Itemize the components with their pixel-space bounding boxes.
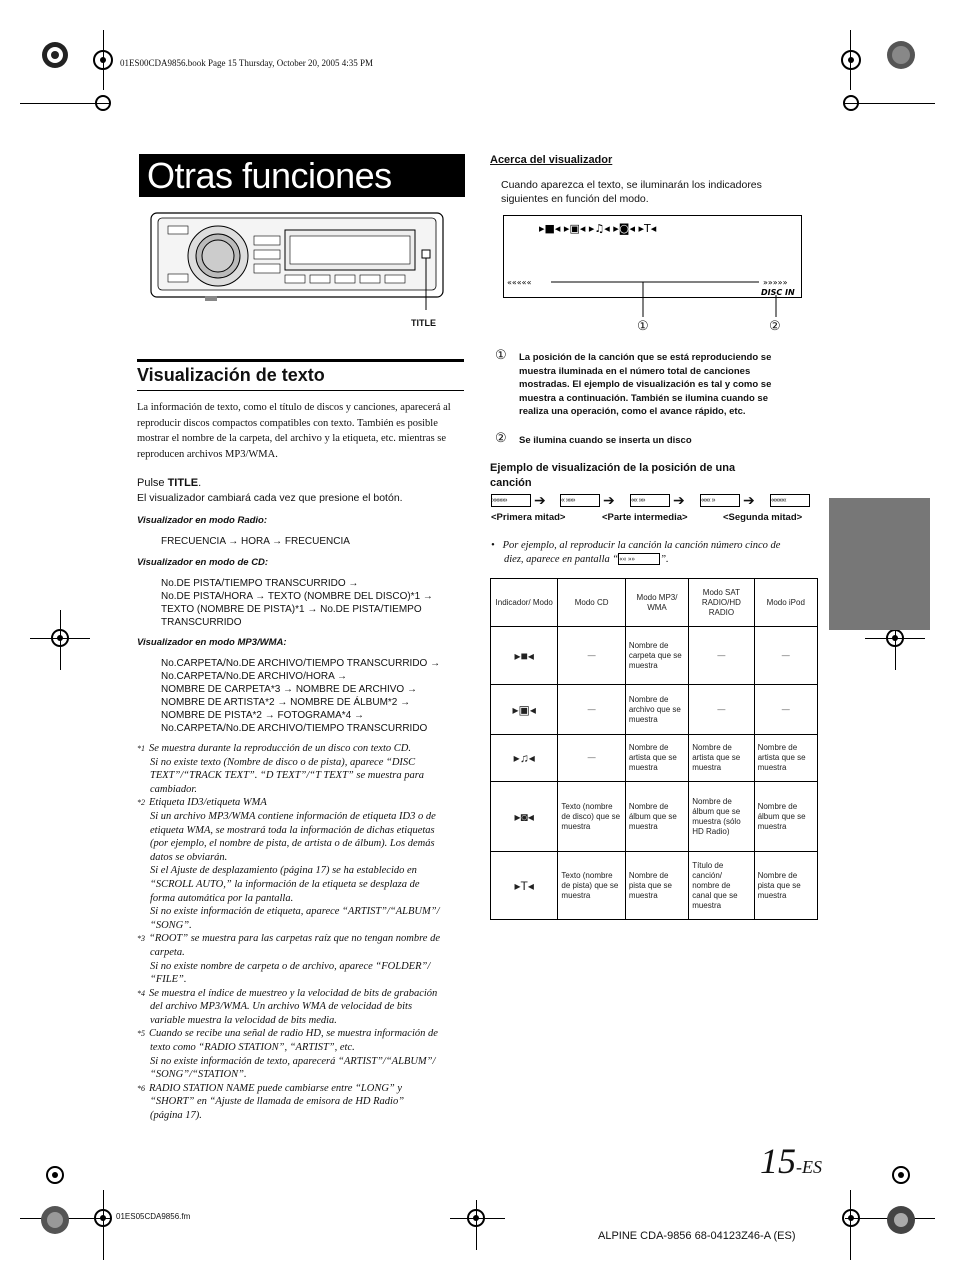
section-rule xyxy=(137,359,464,362)
table-header-cell: Modo MP3/ WMA xyxy=(625,579,688,627)
registration-crosshair-icon xyxy=(461,1203,491,1233)
mp3-mode-label: Visualizador en modo MP3/WMA: xyxy=(137,637,287,648)
radio-mode-sequence: FRECUENCIA → HORA → FRECUENCIA xyxy=(161,536,350,547)
section-rule-thin xyxy=(137,390,464,391)
registration-crosshair-icon xyxy=(886,1160,916,1190)
position-segment-4: ««« » xyxy=(700,494,740,507)
file-indicator-icon: ▸▣◂ xyxy=(491,685,558,735)
first-half-label: <Primera mitad> xyxy=(491,512,566,523)
registration-crosshair-icon xyxy=(836,88,866,118)
cd-mode-sequence xyxy=(161,577,433,629)
footer-model: ALPINE CDA-9856 68-04123Z46-A (ES) xyxy=(598,1230,796,1242)
mp3-mode-sequence xyxy=(161,657,440,735)
position-segment-2: « »»» xyxy=(560,494,600,507)
cd-seq-line: No.DE PISTA/TIEMPO TRANSCURRIDO → xyxy=(161,578,359,589)
registration-crosshair-icon xyxy=(40,1160,70,1190)
note-1: La posición de la canción que se está reproduciendo se muestra iluminada en el número total de canciones mostradas. El ejemplo de visualización es tal y como se muestra a continuación. También se ilumina cuando se realiza una operación, como el avance rápido, etc. xyxy=(519,352,772,418)
mp3-seq-line: No.CARPETA/No.DE ARCHIVO/TIEMPO TRANSCURRIDO → xyxy=(161,658,441,669)
title-button-label: TITLE xyxy=(411,318,436,328)
middle-label: <Parte intermedia> xyxy=(602,512,688,523)
registration-crosshair-icon xyxy=(836,45,866,75)
table-row: ▸◙◂ Texto (nombre de disco) que se muestra Nombre de álbum que se muestra Nombre de álbum que se muestra (sólo HD Radio) Nombre de álbum que se muestra xyxy=(491,782,818,852)
head-unit-illustration xyxy=(150,212,445,310)
registration-crosshair-icon xyxy=(836,1203,866,1233)
table-header-cell: Modo iPod xyxy=(754,579,817,627)
cd-seq-line: TRANSCURRIDO xyxy=(161,617,242,628)
cd-seq-line: No.DE PISTA/HORA → TEXTO (NOMBRE DEL DISCO)*1 → xyxy=(161,591,433,602)
note-2-mark: ② xyxy=(495,430,507,445)
svg-text:DISC IN: DISC IN xyxy=(761,288,795,297)
table-row: ▸■◂ — Nombre de carpeta que se muestra — — xyxy=(491,627,818,685)
footnote-4: *4 Se muestra el índice de muestreo y la velocidad de bits de grabación del archivo MP3/WMA. Un archivo WMA de velocidad de bits variable muestra la velocidad de bits media. xyxy=(137,987,438,1026)
position-segment-1: »»»»» xyxy=(491,494,531,507)
display-illustration xyxy=(503,215,803,335)
intro-paragraph: La información de texto, como el título de discos y canciones, aparecerá al reproducir discos compactos compatibles con texto. También es posible mostrar el nombre de la carpeta, del archivo y la etiqueta, etc. mientras se reproducen archivos MP3/WMA. xyxy=(137,402,451,460)
table-row: ▸▣◂ — Nombre de archivo que se muestra — — xyxy=(491,685,818,735)
registration-target-icon xyxy=(886,40,916,70)
footnote-6: *6 RADIO STATION NAME puede cambiarse entre “LONG” y “SHORT” en “Ajuste de llamada de emisora de HD Radio” (página 17). xyxy=(137,1082,405,1122)
page-number: 15-ES xyxy=(760,1141,822,1181)
right-arrow-icon: ➔ xyxy=(534,492,546,508)
indicator-mode-table xyxy=(490,578,818,920)
example-segment: «« »» xyxy=(618,553,660,565)
mp3-seq-line: NOMBRE DE PISTA*2 → FOTOGRAMA*4 → xyxy=(161,710,364,721)
registration-target-icon xyxy=(886,1205,916,1235)
callout-1: ① xyxy=(637,318,649,333)
example-bullet: • Por ejemplo, al reproducir la canción la canción número cinco de diez, aparece en pantalla “«« »» ”. xyxy=(491,540,781,565)
registration-crosshair-icon xyxy=(88,45,118,75)
example-heading: Ejemplo de visualización de la posición de una canción xyxy=(490,462,736,489)
album-indicator-icon: ▸◙◂ xyxy=(491,782,558,852)
footnote-5: *5 Cuando se recibe una señal de radio HD, se muestra información de texto como “RADIO STATION”, “ARTIST”, etc. Si no existe información de texto, aparecerá “ARTIST”/“ALBUM”/ “SONG”/“STATION”. xyxy=(137,1028,438,1081)
callout-2: ② xyxy=(769,318,781,333)
press-description: El visualizador cambiará cada vez que presione el botón. xyxy=(137,492,403,504)
svg-text:▸■◂ ▸▣◂ ▸♫◂ ▸◙◂ ▸T◂: ▸■◂ ▸▣◂ ▸♫◂ ▸◙◂ ▸T◂ xyxy=(539,222,657,235)
page-title-bar xyxy=(139,154,465,197)
position-segment-3: «« »» xyxy=(630,494,670,507)
second-half-label: <Segunda mitad> xyxy=(723,512,803,523)
mp3-seq-line: No.CARPETA/No.DE ARCHIVO/HORA → xyxy=(161,671,347,682)
press-suffix: . xyxy=(198,477,202,489)
print-header-line: 01ES00CDA9856.book Page 15 Thursday, October 20, 2005 4:35 PM xyxy=(120,58,373,68)
folder-indicator-icon: ▸■◂ xyxy=(491,627,558,685)
press-prefix: Pulse xyxy=(137,477,168,489)
about-display-text: Cuando aparezca el texto, se iluminarán los indicadores siguientes en función del modo. xyxy=(501,179,762,205)
cd-mode-label: Visualizador en modo de CD: xyxy=(137,557,269,568)
svg-text:»»»»»: »»»»» xyxy=(763,278,788,287)
about-display-heading: Acerca del visualizador xyxy=(490,154,613,166)
table-header-cell: Modo CD xyxy=(558,579,625,627)
title-key: TITLE xyxy=(167,477,199,489)
registration-target-icon xyxy=(40,40,70,70)
table-header-row xyxy=(491,579,818,627)
footer-file: 01ES05CDA9856.fm xyxy=(116,1212,191,1221)
registration-crosshair-icon xyxy=(88,88,118,118)
press-instruction xyxy=(137,477,201,489)
footnotes xyxy=(137,742,467,1123)
section-heading: Visualización de texto xyxy=(137,365,325,385)
registration-crosshair-icon xyxy=(88,1203,118,1233)
table-header-cell: Modo SAT RADIO/HD RADIO xyxy=(689,579,754,627)
mp3-seq-line: NOMBRE DE ARTISTA*2 → NOMBRE DE ÁLBUM*2 → xyxy=(161,697,411,708)
right-arrow-icon: ➔ xyxy=(743,492,755,508)
registration-target-icon xyxy=(40,1205,70,1235)
radio-mode-label: Visualizador en modo Radio: xyxy=(137,515,268,526)
footnote-3: *3 “ROOT” se muestra para las carpetas raíz que no tengan nombre de carpeta. Si no existe nombre de carpeta o de archivo, aparece “FOLDER”/ “FILE”. xyxy=(137,933,440,986)
note-2: Se ilumina cuando se inserta un disco xyxy=(519,435,692,446)
footnote-2: *2 Etiqueta ID3/etiqueta WMA Si un archivo MP3/WMA contiene información de etiqueta ID3 o de etiqueta WMA, se mostrará toda la información de dichas etiquetas (por ejemplo, el nombre de pista, de artista o de álbum). Los demás datos se obviarán. Si el Ajuste de desplazamiento (página 17) se ha establecido en “SCROLL AUTO,” la información de la etiqueta se desplaza de forma automática por la pantalla. Si no existe información de etiqueta, aparece “ARTIST”/“ALBUM”/ “SONG”. xyxy=(137,797,440,931)
table-header-cell: Indicador/ Modo xyxy=(491,579,558,627)
right-arrow-icon: ➔ xyxy=(603,492,615,508)
svg-text:«««««: ««««« xyxy=(507,278,532,287)
footnote-1: *1 Se muestra durante la reproducción de un disco con texto CD. Si no existe texto (Nombre de disco o de pista), aparece “DISC TEXT”/“TRACK TEXT”. “D TEXT”/“T TEXT” se muestra para cambiador. xyxy=(137,743,425,795)
artist-indicator-icon: ▸♫◂ xyxy=(491,735,558,782)
table-row: ▸T◂ Texto (nombre de pista) que se muestra Nombre de pista que se muestra Título de canción/ nombre de canal que se muestra Nombre de pista que se muestra xyxy=(491,852,818,920)
mp3-seq-line: No.CARPETA/No.DE ARCHIVO/TIEMPO TRANSCURRIDO xyxy=(161,723,428,734)
right-arrow-icon: ➔ xyxy=(673,492,685,508)
page-title: Otras funciones xyxy=(147,155,392,196)
section-tab xyxy=(829,498,930,630)
note-1-mark: ① xyxy=(495,347,507,362)
registration-crosshair-icon xyxy=(45,623,75,653)
position-segment-5: ««««« xyxy=(770,494,810,507)
title-indicator-icon: ▸T◂ xyxy=(491,852,558,920)
cd-seq-line: TEXTO (NOMBRE DE PISTA)*1 → No.DE PISTA/TIEMPO xyxy=(161,604,422,615)
mp3-seq-line: NOMBRE DE CARPETA*3 → NOMBRE DE ARCHIVO → xyxy=(161,684,417,695)
table-row: ▸♫◂ — Nombre de artista que se muestra Nombre de artista que se muestra Nombre de artista que se muestra xyxy=(491,735,818,782)
